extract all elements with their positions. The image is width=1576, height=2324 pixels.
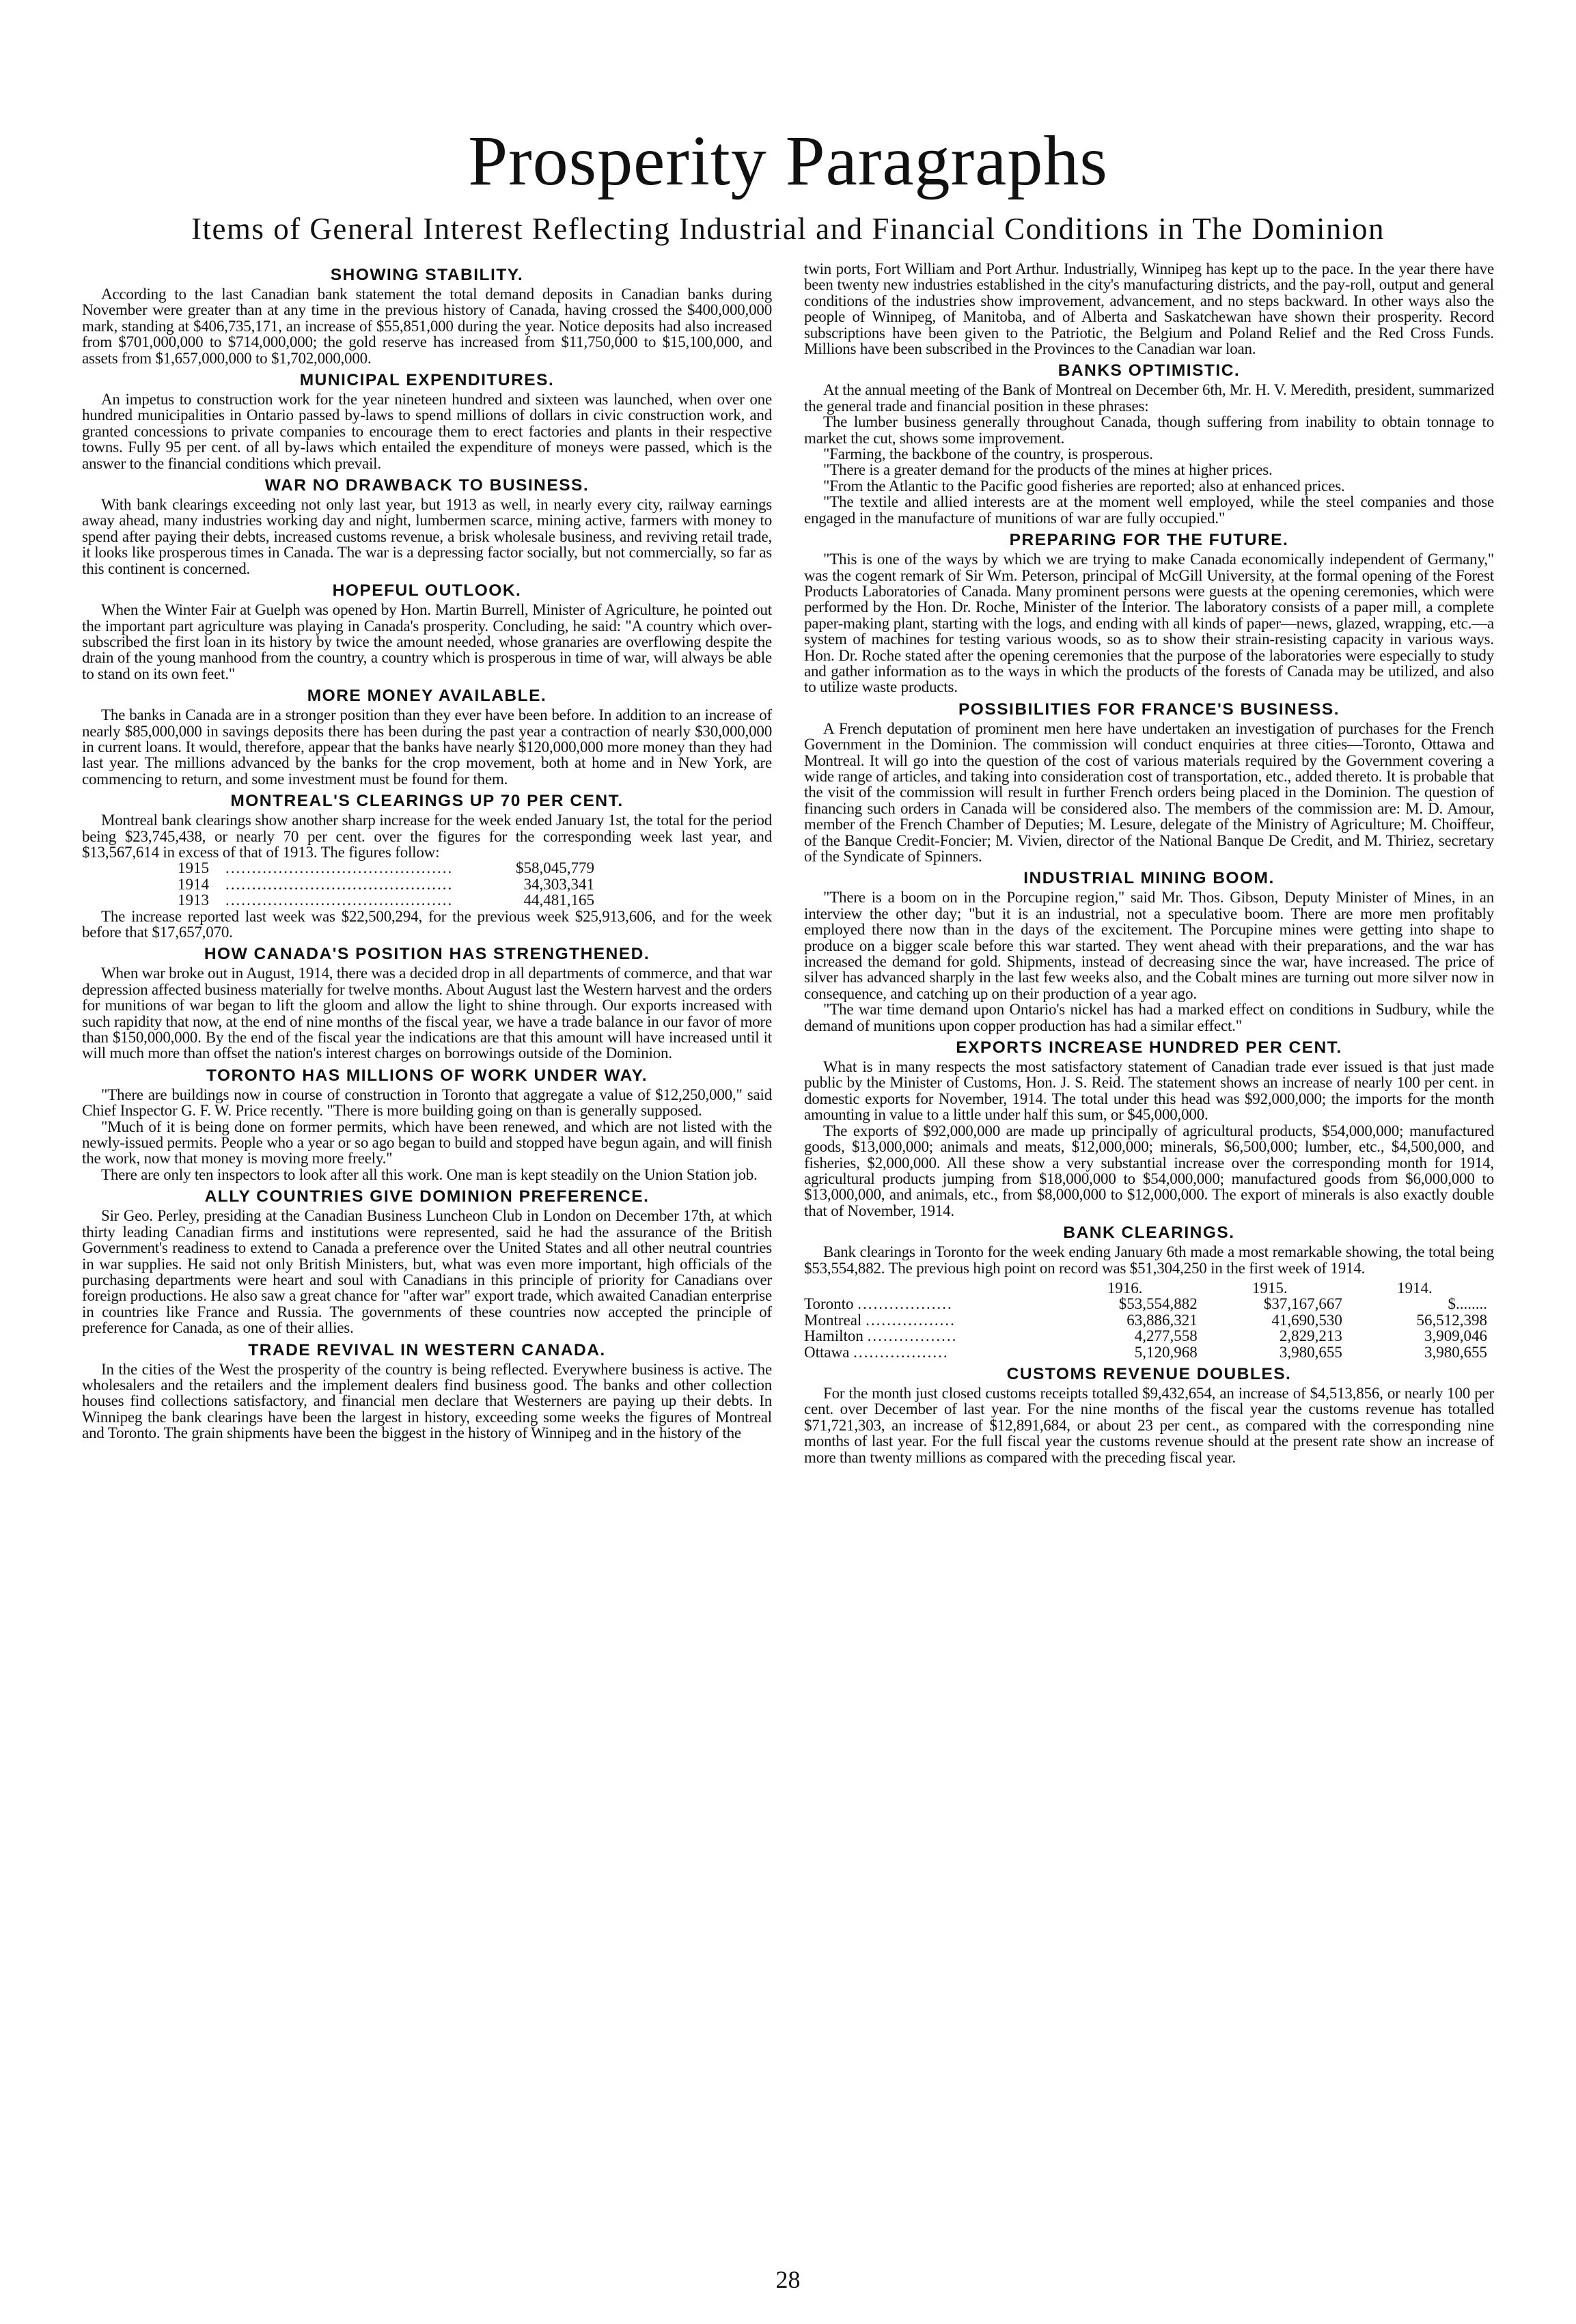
leader-dots: ................. <box>867 1327 958 1345</box>
article-paragraph: In the cities of the West the prosperity of the country is being reflected. Everywhere business is active. The wholesalers and the retailers and the implement dealers find business good. The banks and other collection houses find collections satisfactory, and financial men declare that Westerners are paying up their debts. In Winnipeg the bank clearings have been the largest in history, exceeding some weeks the figures of Montreal and Toronto. The grain shipments have been the biggest in the history of Winnipeg and in the history of the <box>82 1360 772 1442</box>
article-heading: HOPEFUL OUTLOOK. <box>332 581 522 600</box>
article-customs-revenue <box>804 1364 1494 1465</box>
article-paragraph: There are only ten inspectors to look after all this work. One man is kept steadily on the Union Station job. <box>101 1165 758 1183</box>
article-paragraph: Sir Geo. Perley, presiding at the Canadian Business Luncheon Club in London on December 17th, at which thirty leading Canadian firms and institutions were represented, said he had the assurance of the British Government's readiness to extend to Canada a preference over the United States and all other neutral countries in war supplies. He said not only British Ministers, but, what was even more important, high officials of the purchasing departments were heart and soul with Canadians in this principle of priority for Canadians over foreign productions. He also saw a great chance for "after war" export trade, which awaited Canadian enterprise in countries like France and Russia. The governments of these countries now accepted the principle of preference for Canada, as one of their allies. <box>82 1207 772 1337</box>
table-cell-value: 5,120,968 <box>1134 1343 1198 1361</box>
montreal-clearings-table <box>178 860 594 908</box>
table-cell-value: 2,829,213 <box>1279 1327 1342 1345</box>
table-row <box>178 876 594 892</box>
table-cell-city <box>804 1328 1053 1344</box>
leader-dots: .................. <box>853 1343 949 1361</box>
table-cell-city <box>804 1296 1053 1312</box>
article-heading: WAR NO DRAWBACK TO BUSINESS. <box>264 476 590 495</box>
table-cell-amount: 44,481,165 <box>523 891 594 909</box>
article-paragraph: For the month just closed customs receipts totalled $9,432,654, an increase of $4,513,856, or nearly 100 per cent. over December of last year. For the nine months of the fiscal year the customs revenue has totalled $71,721,303, an increase of $12,891,684, or about 23 per cent., as compared with the corresponding nine months of last year. For the full fiscal year the customs revenue should at the present rate show an increase of more than twenty millions as compared with the preceding fiscal year. <box>804 1384 1494 1466</box>
article-paragraph: The banks in Canada are in a stronger position than they ever have been before. In addition to an increase of nearly $85,000,000 in savings deposits there has been during the past year a contraction of nearly $30,000,000 in current loans. It would, therefore, appear that the banks have nearly $120,000,000 more money than they had last year. The millions advanced by the banks for the crop movement, both at home and in New York, are commencing to return, and some investment must be found for them. <box>82 706 772 788</box>
article-hopeful-outlook <box>82 580 772 682</box>
table-cell-value: $53,554,882 <box>1118 1295 1198 1313</box>
article-montreal-clearings <box>82 790 772 940</box>
table-cell-city <box>804 1344 1053 1360</box>
article-heading: TORONTO HAS MILLIONS OF WORK UNDER WAY. <box>206 1066 648 1085</box>
article-heading: HOW CANADA'S POSITION HAS STRENGTHENED. <box>204 945 650 964</box>
leader-dots: ................. <box>866 1311 956 1329</box>
leader-dots: ........................................... <box>225 891 454 909</box>
table-cell-value: 4,277,558 <box>1134 1327 1198 1345</box>
article-paragraph: What is in many respects the most satisfactory statement of Canadian trade ever issued is that just made public by the Minister of Customs, Hon. J. S. Reid. The statement shows an increase of nearly 100 per cent. in domestic exports for November, 1914. The total under this head was $92,000,000; the imports for the month amounting in value to a little under half this sum, or $45,000,000. <box>804 1058 1494 1124</box>
article-mining-boom <box>804 868 1494 1034</box>
article-exports-increase <box>804 1037 1494 1219</box>
article-heading: PREPARING FOR THE FUTURE. <box>1009 531 1289 550</box>
leader-dots: .................. <box>857 1295 953 1313</box>
city-name: Toronto <box>804 1295 854 1313</box>
article-paragraph: "Much of it is being done on former permits, which have been renewed, and which are not listed with the newly-issued permits. People who a year or so ago began to build and stopped have begun again, and will finish the work, now that money is moving more freely." <box>82 1118 772 1167</box>
page-number: 28 <box>775 2266 801 2293</box>
article-showing-stability <box>82 264 772 366</box>
article-paragraph: The exports of $92,000,000 are made up principally of agricultural products, $54,000,000; manufactured goods, $13,000,000; animals and meats, $12,000,000; minerals, $6,500,000; lumber, etc., $4,500,000, and fisheries, $2,000,000. All these show a very substantial increase over the corresponding month for 1914, agricultural products jumping from $18,000,000 to $54,000,000; manufactured goods from $6,000,000 to $13,000,000, and animals, etc., from $8,000,000 to $12,000,000. The export of minerals is also exactly double that of November, 1914. <box>804 1122 1494 1219</box>
table-cell-blank <box>804 1280 1053 1296</box>
article-heading: CUSTOMS REVENUE DOUBLES. <box>1006 1364 1292 1383</box>
table-cell-year: 1913 <box>178 891 209 909</box>
article-paragraph: When the Winter Fair at Guelph was opened by Hon. Martin Burrell, Minister of Agriculture, he pointed out the important part agriculture was playing in Canada's prosperity. Concluding, he said: "A country which over-subscribed the first loan in its history by twice the amount needed, whose granaries are overflowing despite the drain of the young manhood from the country, a country which is prosperous in time of war, will always be able to stand on its own feet." <box>82 601 772 682</box>
article-paragraph: "From the Atlantic to the Pacific good fisheries are reported; also at enhanced prices. <box>823 477 1345 495</box>
article-heading: INDUSTRIAL MINING BOOM. <box>1023 869 1275 888</box>
article-paragraph: "Farming, the backbone of the country, is prosperous. <box>823 445 1153 463</box>
article-paragraph: A French deputation of prominent men here have undertaken an investigation of purchases for the French Government in the Dominion. The commission will conduct enquiries at three cities—Toronto, Ottawa and Montreal. It will go into the question of the cost of various materials required by the Government covering a wide range of articles, and taking into consideration cost of transportation, etc., added thereto. It is probable that the visit of the commission will result in further French orders being placed in the Dominion. The question of financing such orders in Canada will be considered also. The members of the commission are: M. D. Amour, member of the French Chamber of Deputies; M. Lesure, delegate of the Ministry of Agriculture; M. Choiffeur, of the Banque Credit-Foncier; M. Vivien, director of the National Banque De Credit, and M. Thiriez, secretary of the Syndicate of Spinners. <box>804 719 1494 865</box>
city-name: Hamilton <box>804 1327 863 1345</box>
article-heading: SHOWING STABILITY. <box>330 266 524 284</box>
article-paragraph: An impetus to construction work for the year nineteen hundred and sixteen was launched, when over one hundred municipalities in Ontario passed by-laws to spend millions of dollars in civic construction work, and granted concessions to private companies to encourage them to erect factories and plants in their respective towns. Fully 95 per cent. of all by-laws which entailed the expenditure of moneys were passed, which is the answer to the financial conditions which prevail. <box>82 391 772 472</box>
article-paragraph: When war broke out in August, 1914, there was a decided drop in all departments of commerce, and that war depression affected business materially for twelve months. About August last the Western harvest and the orders for munitions of war began to lift the gloom and allow the light to shine through. Our exports increased with such rapidity that now, at the end of nine months of the fiscal year, we have a trade balance in our favor of more than $150,000,000. By the end of the fiscal year the indications are that this amount will have increased until it will much more than offset the nation's interest charges on borrowings outside of the Dominion. <box>82 965 772 1062</box>
article-heading: ALLY COUNTRIES GIVE DOMINION PREFERENCE. <box>204 1187 650 1206</box>
table-cell-year: 1914 <box>178 875 209 893</box>
table-cell-year: 1915 <box>178 859 209 877</box>
article-paragraph: According to the last Canadian bank statement the total demand deposits in Canadian banks during November were greater than at any time in the previous history of Canada, having crossed the $400,000,000 mark, standing at $406,735,171, an increase of $55,851,000 during the year. Notice deposits had also increased from $701,000,000 to $714,000,000; the gold reserve has increased from $11,750,000 to $15,100,000, and assets from $1,657,000,000 to $1,702,000,000. <box>82 286 772 367</box>
article-heading: BANK CLEARINGS. <box>1063 1223 1235 1243</box>
article-paragraph: twin ports, Fort William and Port Arthur. Industrially, Winnipeg has kept up to the pace. In the year there have been twenty new industries established in the city's manufacturing districts, and the pay-roll, output and general conditions of the industries show improvement, advancement, and no steps backward. In other ways also the people of Winnipeg, of Manitoba, and of Alberta and Saskatchewan have shown their prosperity. Record subscriptions have been given to the Patriotic, the Belgium and Poland Relief and the Red Cross Funds. Millions have been subscribed in the Provinces to the Canadian war loan. <box>804 260 1494 358</box>
article-paragraph: At the annual meeting of the Bank of Montreal on December 6th, Mr. H. V. Meredith, president, summarized the general trade and financial position in these phrases: <box>804 381 1494 415</box>
right-column <box>804 261 1494 1465</box>
page-subtitle: Items of General Interest Reflecting Industrial and Financial Conditions in The Dominion <box>191 212 1385 246</box>
article-more-money <box>82 685 772 787</box>
table-row <box>804 1312 1487 1328</box>
article-paragraph: "This is one of the ways by which we are trying to make Canada economically independent of Germany," was the cogent remark of Sir Wm. Peterson, principal of McGill University, at the formal opening of the Forest Products Laboratories of Canada. Many prominent persons were guests at the opening ceremonies, which were performed by the Hon. Dr. Roche, Minister of the Interior. The laboratory consists of a paper mill, a complete paper-making plant, starting with the logs, and ending with all kinds of paper—news, glazed, wrapping, etc.—a system of machines for testing various woods, so as to show their strain-resisting capacity in various ways. Hon. Dr. Roche stated after the opening ceremonies that the purpose of the laboratories were especially to study and gather information as to the ways in which the products of the forests of Canada may be utilized, and also to utilize waste products. <box>804 551 1494 696</box>
table-cell-value: 3,980,655 <box>1424 1343 1487 1361</box>
article-paragraph: "There is a boom on in the Porcupine region," said Mr. Thos. Gibson, Deputy Minister of Mines, in an interview the other day; "but it is an industrial, not a speculative boom. There are more men profitably employed there now than in the days of the excitement. The Porcupine mines were getting into shape to produce on a bigger scale before this war started. They went ahead with their preparations, and the war has increased the demand for gold. Shipments, instead of decreasing since the war, have increased. The price of silver has advanced sharply in the last few weeks also, and the Cobalt mines are turning out more silver now in consequence, and catching up on their production of a year ago. <box>804 889 1494 1002</box>
table-row <box>804 1344 1487 1360</box>
table-cell-value: $........ <box>1448 1295 1487 1313</box>
article-heading: POSSIBILITIES FOR FRANCE'S BUSINESS. <box>958 700 1340 719</box>
table-cell-value: 41,690,530 <box>1271 1311 1342 1329</box>
table-cell-value: 3,909,046 <box>1424 1327 1487 1345</box>
page-title: Prosperity Paragraphs <box>468 122 1108 200</box>
table-cell-amount: 34,303,341 <box>523 875 594 893</box>
article-paragraph: Montreal bank clearings show another sharp increase for the week ended January 1st, the total for the period being $23,745,438, or nearly 70 per cent. over the figures for the corresponding week last year, and $13,567,614 in excess of that of 1913. The figures follow: <box>82 812 772 861</box>
article-paragraph: "There are buildings now in course of construction in Toronto that aggregate a value of $12,250,000," said Chief Inspector G. F. W. Price recently. "There is more building going on than is generally supposed. <box>82 1085 772 1120</box>
article-heading: MONTREAL'S CLEARINGS UP 70 PER CENT. <box>230 792 624 811</box>
article-heading: TRADE REVIVAL IN WESTERN CANADA. <box>248 1340 606 1359</box>
article-paragraph: Bank clearings in Toronto for the week ending January 6th made a most remarkable showing, the total being $53,554,882. The previous high point on record was $51,304,250 in the first week of 1914. <box>804 1243 1494 1277</box>
article-heading: EXPORTS INCREASE HUNDRED PER CENT. <box>956 1038 1342 1057</box>
city-name: Ottawa <box>804 1343 850 1361</box>
city-name: Montreal <box>804 1311 862 1329</box>
left-column <box>82 261 772 1441</box>
table-cell-city <box>804 1312 1053 1328</box>
table-header-row <box>804 1280 1487 1296</box>
article-preparing-future <box>804 529 1494 695</box>
table-header-year: 1916. <box>1107 1279 1143 1297</box>
article-heading: BANKS OPTIMISTIC. <box>1057 361 1241 381</box>
article-paragraph: "There is a greater demand for the products of the mines at higher prices. <box>823 461 1273 479</box>
table-cell-value: $37,167,667 <box>1263 1295 1342 1313</box>
article-canada-position <box>82 943 772 1061</box>
article-ally-preference <box>82 1186 772 1336</box>
table-cell-amount: $58,045,779 <box>516 859 594 877</box>
article-paragraph: "The war time demand upon Ontario's nickel has had a marked effect on conditions in Sudbury, while the demand of munitions upon copper production has had a similar effect." <box>804 1001 1494 1034</box>
article-bank-clearings <box>804 1222 1494 1360</box>
article-municipal-expenditures <box>82 370 772 471</box>
article-trade-revival <box>82 1340 772 1441</box>
table-cell-value: 63,886,321 <box>1126 1311 1198 1329</box>
bank-clearings-table <box>804 1280 1487 1360</box>
article-paragraph: The lumber business generally throughout Canada, though suffering from inability to obtain tonnage to market the cut, shows some improvement. <box>804 413 1494 447</box>
table-row <box>178 892 594 908</box>
article-heading: MUNICIPAL EXPENDITURES. <box>299 371 555 390</box>
article-paragraph: "The textile and allied interests are at the moment well employed, while the steel companies and those engaged in the manufacture of munitions of war are fully occupied." <box>804 493 1494 527</box>
table-header-year: 1914. <box>1397 1279 1433 1297</box>
article-heading: MORE MONEY AVAILABLE. <box>307 687 547 706</box>
leader-dots: ........................................... <box>225 859 454 877</box>
table-header-year: 1915. <box>1252 1279 1288 1297</box>
table-cell-value: 56,512,398 <box>1416 1311 1487 1329</box>
table-row <box>804 1328 1487 1344</box>
article-banks-optimistic <box>804 360 1494 526</box>
table-cell-value: 3,980,655 <box>1279 1343 1342 1361</box>
article-paragraph: The increase reported last week was $22,500,294, for the previous week $25,913,606, and for the week before that $17,657,070. <box>82 907 772 941</box>
article-war-no-drawback <box>82 475 772 577</box>
table-row <box>804 1296 1487 1312</box>
table-row <box>178 860 594 876</box>
article-trade-revival-continued <box>804 261 1494 357</box>
article-france-business <box>804 699 1494 865</box>
article-paragraph: With bank clearings exceeding not only last year, but 1913 as well, in nearly every city, railway earnings away ahead, many industries working day and night, lumbermen scarce, mining active, farmers with money to spend after paying their debts, increased customs revenue, a brisk wholesale business, and reviving retail trade, it looks like prosperous times in Canada. The war is a depressing factor socially, but not commercially, so far as this continent is concerned. <box>82 496 772 577</box>
leader-dots: ........................................... <box>225 875 454 893</box>
article-toronto-millions <box>82 1065 772 1182</box>
